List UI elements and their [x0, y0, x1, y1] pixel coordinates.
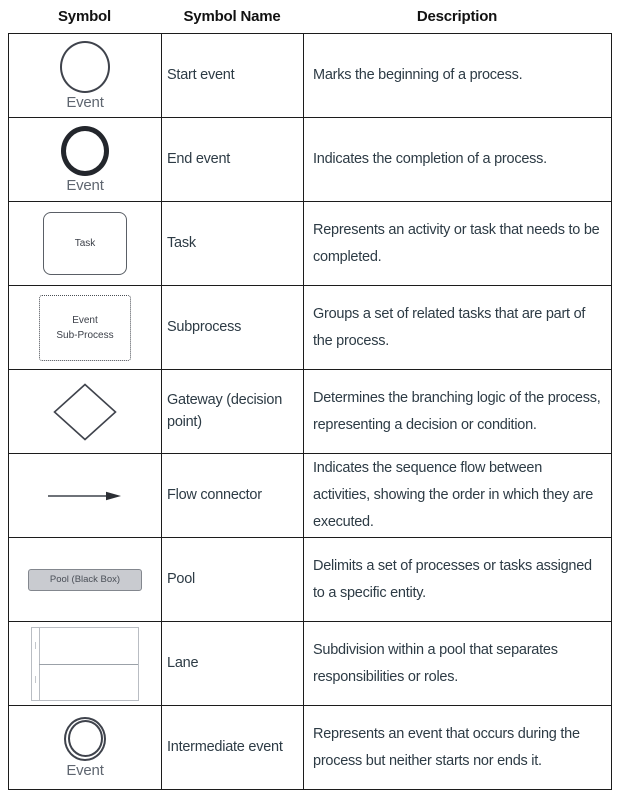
header-symbol: Symbol — [58, 8, 111, 25]
table-row — [9, 286, 612, 370]
symbol-caption: Event — [66, 176, 104, 194]
symbol-caption: Event — [66, 761, 104, 779]
task-rectangle-icon — [43, 212, 127, 275]
table-row — [9, 622, 612, 706]
symbol-description: Indicates the sequence flow between activities, showing the order in which they are executed. — [304, 454, 612, 538]
symbol-caption: Event — [66, 93, 104, 111]
symbol-name: Task — [162, 202, 304, 286]
task-rect-label: Task — [74, 238, 96, 249]
symbol-description: Represents an activity or task that needs to be completed. — [304, 202, 612, 286]
symbol-description: Represents an event that occurs during the process but neither starts nor ends it. — [304, 706, 612, 790]
intermediate-event-inner-circle — [68, 720, 103, 757]
flow-connector-arrow-icon — [46, 490, 124, 502]
pool-box-label: Pool (Black Box) — [49, 574, 121, 585]
bpmn-symbol-table — [8, 0, 611, 790]
task-symbol-cell — [9, 202, 162, 286]
start-event-circle-icon — [60, 41, 110, 93]
lane-rectangle-icon — [31, 627, 139, 701]
table-row — [9, 454, 612, 538]
symbols-table — [8, 33, 612, 790]
gateway-symbol-cell — [9, 370, 162, 454]
subprocess-label-line2: Sub-Process — [56, 329, 114, 341]
symbol-description: Indicates the completion of a process. — [304, 118, 612, 202]
table-row — [9, 370, 612, 454]
symbol-name: Lane — [162, 622, 304, 706]
end-event-symbol-cell — [9, 118, 162, 202]
subprocess-symbol-cell — [9, 286, 162, 370]
symbol-name: Gateway (decision point) — [162, 370, 304, 454]
end-event-circle-icon — [61, 126, 109, 176]
lane-label-mark — [35, 642, 36, 649]
symbol-name: Pool — [162, 538, 304, 622]
flow-connector-symbol-cell — [9, 454, 162, 538]
table-row — [9, 202, 612, 286]
symbol-description: Delimits a set of processes or tasks assigned to a specific entity. — [304, 538, 612, 622]
table-row — [9, 706, 612, 790]
symbol-description: Determines the branching logic of the process, representing a decision or condition. — [304, 370, 612, 454]
pool-box-icon — [28, 569, 142, 591]
pool-symbol-cell — [9, 538, 162, 622]
table-row — [9, 538, 612, 622]
symbol-name: Flow connector — [162, 454, 304, 538]
symbol-description: Subdivision within a pool that separates responsibilities or roles. — [304, 622, 612, 706]
intermediate-event-symbol-cell — [9, 706, 162, 790]
table-row — [9, 118, 612, 202]
start-event-symbol-cell — [9, 34, 162, 118]
symbol-name: Start event — [162, 34, 304, 118]
gateway-diamond-icon — [53, 383, 117, 441]
lane-divider-line — [39, 664, 138, 665]
table-header-row — [8, 0, 611, 33]
table-row — [9, 34, 612, 118]
intermediate-event-double-circle-icon — [64, 717, 106, 761]
symbol-description: Groups a set of related tasks that are part of the process. — [304, 286, 612, 370]
subprocess-label-line1: Event — [72, 314, 98, 326]
subprocess-dashed-rect-icon — [39, 295, 131, 361]
lane-label-mark — [35, 676, 36, 683]
symbol-name: Intermediate event — [162, 706, 304, 790]
lane-symbol-cell — [9, 622, 162, 706]
symbol-name: End event — [162, 118, 304, 202]
symbol-description: Marks the beginning of a process. — [304, 34, 612, 118]
header-description: Description — [416, 8, 498, 25]
symbol-name: Subprocess — [162, 286, 304, 370]
header-symbol-name: Symbol Name — [183, 8, 281, 25]
